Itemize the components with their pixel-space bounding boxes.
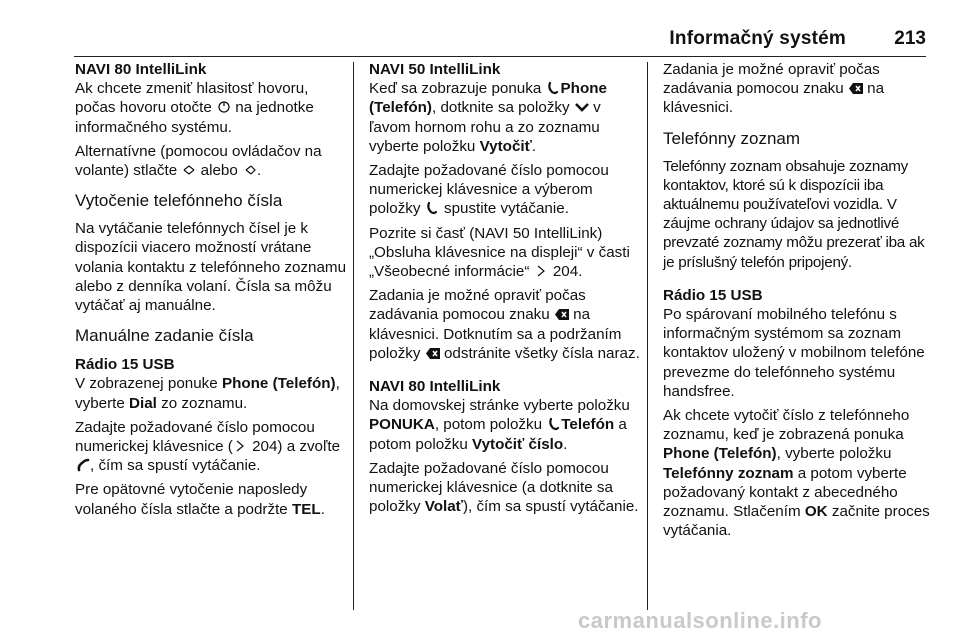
paragraph: Ak chcete zmeniť hlasitosť hovoru, počas hovoru otočte na jednotke informačného systému. bbox=[75, 80, 314, 136]
paragraph: Zadania je možné opraviť počas zadávania pomocou znaku na klávesnici. bbox=[663, 61, 885, 117]
section-heading-dial: Vytočenie telefónneho čísla bbox=[75, 191, 283, 211]
phone-icon bbox=[546, 79, 561, 98]
paragraph: Na vytáčanie telefónnych čísel je k dispozícii viacero možností vrátane volania kontaktu z telefónneho zoznamu alebo z denníka volaní. Čísla sa môžu vytáčať aj manuálne. bbox=[75, 220, 347, 315]
phone-icon bbox=[546, 415, 561, 434]
paragraph: Ak chcete vytočiť číslo z telefónneho zoznamu, keď je zobrazená ponuka Phone (Telefón), vyberte položku Telefónny zoznam a potom vyberte požadovaný kontakt z abecedného zoznamu. Stlačením OK začnite proces vytáčania. bbox=[663, 407, 930, 540]
section-heading-phonebook: Telefónny zoznam bbox=[663, 128, 801, 148]
page-reference-icon bbox=[534, 262, 549, 281]
subheading-radio15: Rádio 15 USB bbox=[663, 286, 763, 304]
column-2 bbox=[369, 60, 641, 521]
rotary-knob-icon bbox=[216, 98, 231, 117]
paragraph: Zadajte požadované číslo pomocou numerickej klávesnice ( 204) a zvoľte , čím sa spustí vytáčanie. bbox=[75, 418, 341, 475]
paragraph: Zadajte požadované číslo pomocou numerickej klávesnice (a dotknite sa položky Volať), čím sa spustí vytáčanie. bbox=[369, 459, 639, 516]
backspace-icon bbox=[554, 305, 569, 324]
volume-up-icon bbox=[181, 161, 196, 180]
paragraph: Zadania je možné opraviť počas zadávania pomocou znaku na klávesnici. Dotknutím sa a podržaním položky odstránite všetky čísla naraz. bbox=[369, 287, 640, 362]
paragraph: Po spárovaní mobilného telefónu s informačným systémom sa zoznam kontaktov uložený v mobilnom telefóne prevezme do telefónneho systému handsfree. bbox=[663, 306, 925, 400]
column-1 bbox=[75, 60, 347, 524]
paragraph: Zadajte požadované číslo pomocou numerickej klávesnice a výberom položky spustite vytáčanie. bbox=[369, 162, 609, 218]
paragraph: Telefónny zoznam obsahuje zoznamy kontaktov, ktoré sú k dispozícii iba aktuálnemu používateľovi vozidla. V záujme ochrany údajov sa jednotlivé prevzaté zoznamy môžu prezerať iba ak je príslušný telefón pripojený. bbox=[663, 157, 925, 271]
page-number: 213 bbox=[894, 28, 926, 49]
phone-icon bbox=[425, 199, 440, 218]
page-title: Informačný systém bbox=[669, 28, 846, 49]
paragraph: V zobrazenej ponuke Phone (Telefón), vyberte Dial zo zoznamu. bbox=[75, 375, 340, 412]
subheading-radio15: Rádio 15 USB bbox=[75, 356, 175, 374]
subheading-navi80: NAVI 80 IntelliLink bbox=[369, 378, 501, 396]
column-divider bbox=[353, 62, 354, 610]
subheading-navi80: NAVI 80 IntelliLink bbox=[75, 61, 207, 78]
dial-handset-icon bbox=[75, 456, 90, 475]
column-divider bbox=[647, 62, 648, 610]
section-heading-manual: Manuálne zadanie čísla bbox=[75, 326, 254, 346]
paragraph: Alternatívne (pomocou ovládačov na volante) stlačte alebo . bbox=[75, 142, 322, 180]
paragraph: Pozrite si časť (NAVI 50 IntelliLink) „Obsluha klávesnice na displeji“ v časti „Všeobecné informácie“ 204. bbox=[369, 224, 630, 281]
subheading-navi50: NAVI 50 IntelliLink bbox=[369, 61, 501, 78]
backspace-icon bbox=[425, 344, 440, 363]
chevron-down-icon bbox=[574, 98, 589, 117]
backspace-icon bbox=[848, 79, 863, 98]
column-3 bbox=[663, 60, 935, 545]
watermark: carmanualsonline.info bbox=[578, 608, 822, 633]
paragraph: Keď sa zobrazuje ponuka Phone (Telefón), dotknite sa položky v ľavom hornom rohu a zo zoznamu vyberte položku Vytočiť. bbox=[369, 80, 607, 155]
page-header bbox=[0, 0, 960, 50]
header-divider bbox=[74, 56, 926, 57]
paragraph: Pre opätovné vytočenie naposledy volaného čísla stlačte a podržte TEL. bbox=[75, 481, 325, 518]
paragraph: Na domovskej stránke vyberte položku PONUKA, potom položku Telefón a potom položku Vytočiť číslo. bbox=[369, 397, 630, 453]
volume-down-icon bbox=[242, 161, 257, 180]
page-reference-icon bbox=[233, 437, 248, 456]
